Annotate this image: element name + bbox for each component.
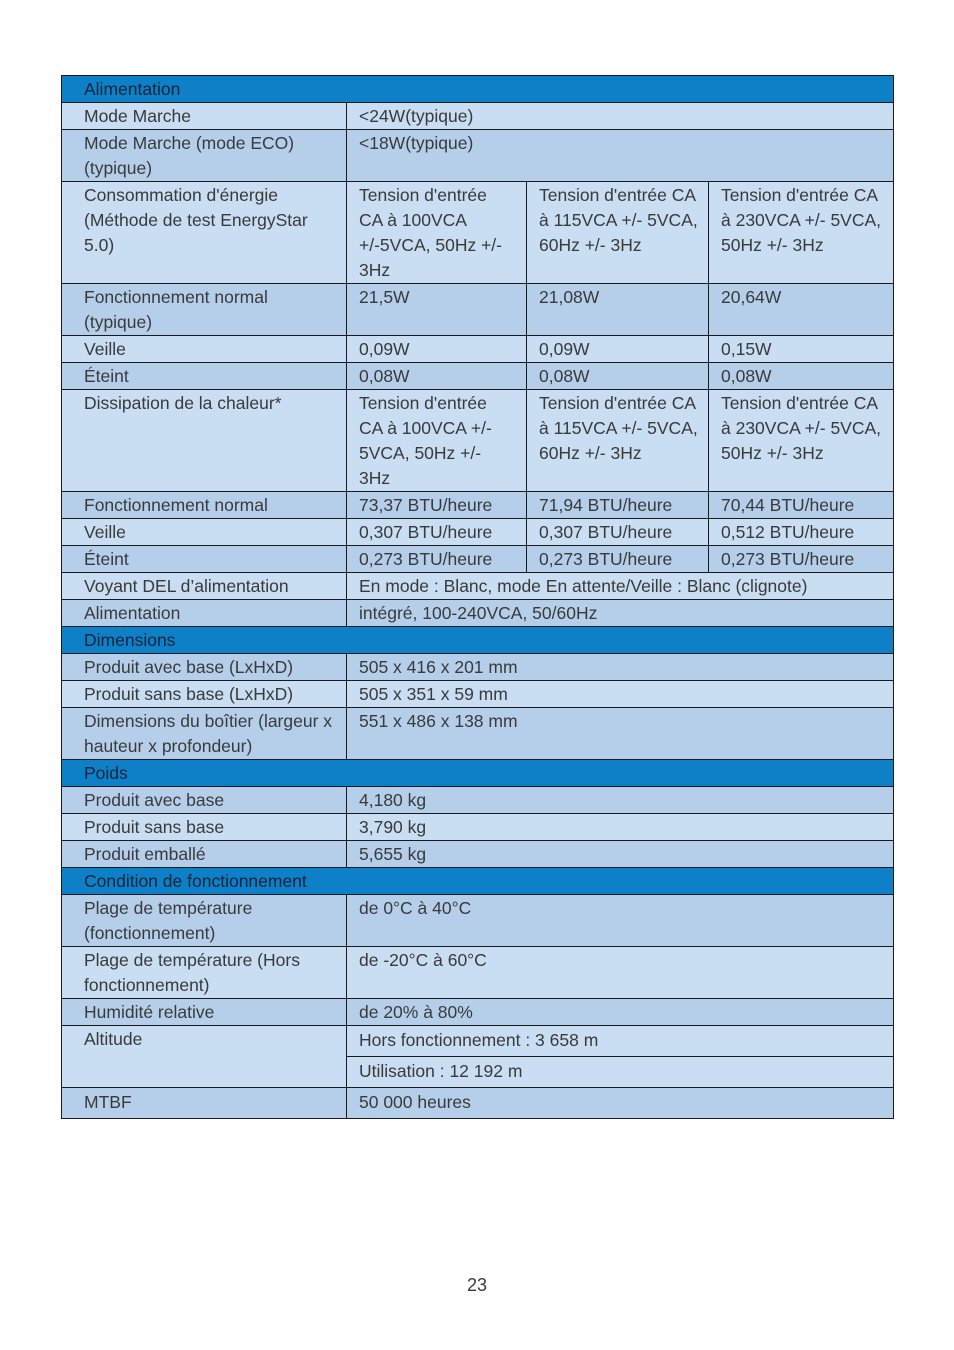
table-row: [62, 681, 894, 708]
section-header: [62, 868, 894, 895]
row-value: de 20% à 80%: [347, 999, 894, 1026]
table-row: [62, 787, 894, 814]
table-row: [62, 546, 894, 573]
row-value: 70,44 BTU/heure: [709, 492, 894, 519]
row-label: Consommation d'énergie (Méthode de test EnergyStar 5.0): [62, 182, 347, 284]
spec-table: [61, 75, 894, 1119]
row-label: Mode Marche: [62, 103, 347, 130]
row-value: 505 x 416 x 201 mm: [347, 654, 894, 681]
row-value: 0,273 BTU/heure: [347, 546, 527, 573]
table-row: [62, 1026, 894, 1057]
section-title-dimensions: Dimensions: [62, 627, 894, 654]
row-value: 21,08W: [527, 284, 709, 336]
row-label: Produit avec base: [62, 787, 347, 814]
row-label: Fonctionnement normal: [62, 492, 347, 519]
section-title-weight: Poids: [62, 760, 894, 787]
row-value: Utilisation : 12 192 m: [347, 1057, 894, 1088]
row-value: <24W(typique): [347, 103, 894, 130]
row-value: 0,08W: [709, 363, 894, 390]
row-value: de 0°C à 40°C: [347, 895, 894, 947]
row-value: 0,307 BTU/heure: [527, 519, 709, 546]
row-label: Produit emballé: [62, 841, 347, 868]
section-header: [62, 76, 894, 103]
table-row: [62, 841, 894, 868]
row-value: intégré, 100-240VCA, 50/60Hz: [347, 600, 894, 627]
section-header: [62, 760, 894, 787]
row-label: Produit sans base (LxHxD): [62, 681, 347, 708]
page-number: 23: [466, 1275, 488, 1295]
row-value: 0,512 BTU/heure: [709, 519, 894, 546]
row-label: Produit avec base (LxHxD): [62, 654, 347, 681]
table-row: [62, 363, 894, 390]
row-label: Veille: [62, 519, 347, 546]
row-label: Éteint: [62, 363, 347, 390]
table-row: [62, 390, 894, 492]
row-value: 0,273 BTU/heure: [709, 546, 894, 573]
row-value: 21,5W: [347, 284, 527, 336]
row-value: 71,94 BTU/heure: [527, 492, 709, 519]
table-row: [62, 999, 894, 1026]
row-label: MTBF: [62, 1088, 347, 1119]
row-label: Dimensions du boîtier (largeur x hauteur x profondeur): [62, 708, 347, 760]
row-label: Alimentation: [62, 600, 347, 627]
row-value: Tension d'entrée CA à 115VCA +/- 5VCA, 60Hz +/- 3Hz: [527, 182, 709, 284]
row-value: 0,08W: [347, 363, 527, 390]
row-label: Plage de température (Hors fonctionnement): [62, 947, 347, 999]
row-value: 0,09W: [527, 336, 709, 363]
row-value: 5,655 kg: [347, 841, 894, 868]
table-row: [62, 103, 894, 130]
table-row: [62, 182, 894, 284]
row-value: 3,790 kg: [347, 814, 894, 841]
row-label: Mode Marche (mode ECO) (typique): [62, 130, 347, 182]
table-row: [62, 130, 894, 182]
section-title-operating: Condition de fonctionnement: [62, 868, 894, 895]
table-row: [62, 284, 894, 336]
row-label: Altitude: [62, 1026, 347, 1088]
row-value: 20,64W: [709, 284, 894, 336]
row-value: Tension d'entrée CA à 230VCA +/- 5VCA, 50Hz +/- 3Hz: [709, 390, 894, 492]
row-label: Plage de température (fonctionnement): [62, 895, 347, 947]
table-row: [62, 708, 894, 760]
row-value: 0,307 BTU/heure: [347, 519, 527, 546]
row-label: Humidité relative: [62, 999, 347, 1026]
row-value: 0,08W: [527, 363, 709, 390]
row-value: 50 000 heures: [347, 1088, 894, 1119]
row-label: Produit sans base: [62, 814, 347, 841]
section-title-power: Alimentation: [62, 76, 894, 103]
row-value: 4,180 kg: [347, 787, 894, 814]
table-row: [62, 336, 894, 363]
row-value: Tension d'entrée CA à 100VCA +/- 5VCA, 50Hz +/- 3Hz: [347, 390, 527, 492]
row-value: <18W(typique): [347, 130, 894, 182]
section-header: [62, 627, 894, 654]
row-value: Tension d'entrée CA à 230VCA +/- 5VCA, 50Hz +/- 3Hz: [709, 182, 894, 284]
table-row: [62, 492, 894, 519]
row-value: 0,09W: [347, 336, 527, 363]
row-value: 0,15W: [709, 336, 894, 363]
table-row: [62, 895, 894, 947]
row-label: Veille: [62, 336, 347, 363]
table-row: [62, 519, 894, 546]
row-value: Hors fonctionnement : 3 658 m: [347, 1026, 894, 1057]
row-label: Éteint: [62, 546, 347, 573]
row-label: Voyant DEL d’alimentation: [62, 573, 347, 600]
row-label: Fonctionnement normal (typique): [62, 284, 347, 336]
row-value: Tension d'entrée CA à 115VCA +/- 5VCA, 60Hz +/- 3Hz: [527, 390, 709, 492]
table-row: [62, 573, 894, 600]
table-row: [62, 814, 894, 841]
row-value: En mode : Blanc, mode En attente/Veille : Blanc (clignote): [347, 573, 894, 600]
row-value: de -20°C à 60°C: [347, 947, 894, 999]
table-row: [62, 600, 894, 627]
table-row: [62, 654, 894, 681]
row-value: 73,37 BTU/heure: [347, 492, 527, 519]
row-value: 505 x 351 x 59 mm: [347, 681, 894, 708]
table-row: [62, 1088, 894, 1119]
table-row: [62, 947, 894, 999]
row-value: Tension d'entrée CA à 100VCA +/-5VCA, 50Hz +/- 3Hz: [347, 182, 527, 284]
row-label: Dissipation de la chaleur*: [62, 390, 347, 492]
row-value: 551 x 486 x 138 mm: [347, 708, 894, 760]
row-value: 0,273 BTU/heure: [527, 546, 709, 573]
